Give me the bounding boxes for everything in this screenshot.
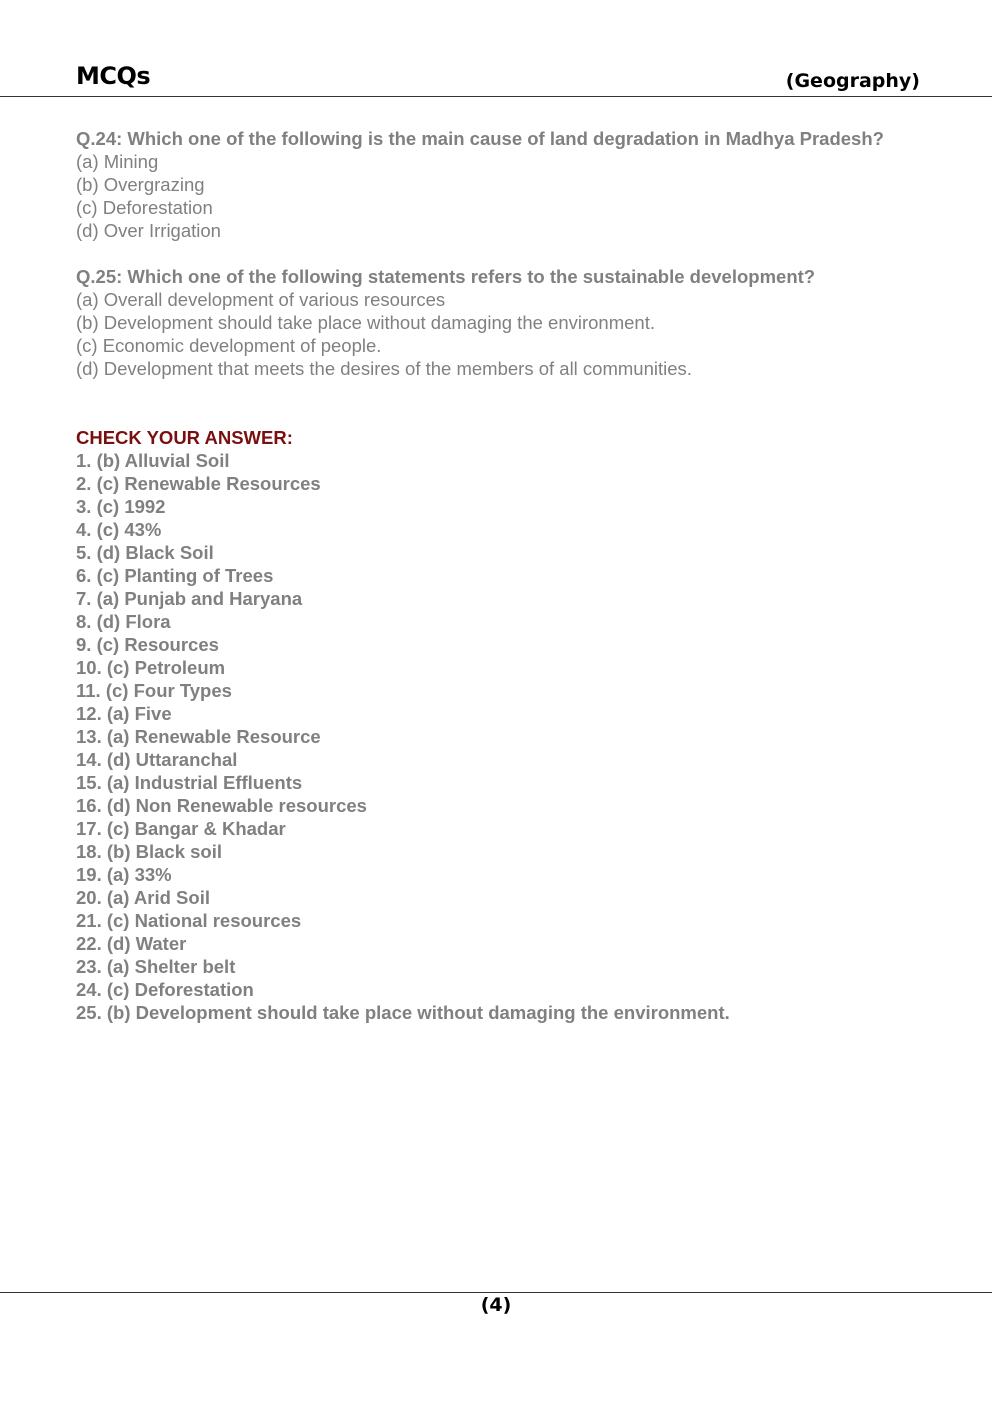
answer-item: 7. (a) Punjab and Haryana [76,588,303,609]
answer-item: 21. (c) National resources [76,910,302,931]
question-option: (a) Overall development of various resources [76,289,446,310]
answer-item: 16. (d) Non Renewable resources [76,795,367,816]
question-option: (c) Economic development of people. [76,335,382,356]
answer-item: 11. (c) Four Types [76,680,232,701]
answer-item: 14. (d) Uttaranchal [76,749,238,770]
answer-item: 13. (a) Renewable Resource [76,726,321,747]
answer-list [76,449,936,1024]
footer-divider [0,1292,992,1293]
answer-item: 9. (c) Resources [76,634,219,655]
answer-item: 17. (c) Bangar & Khadar [76,818,286,839]
answer-item: 15. (a) Industrial Effluents [76,772,303,793]
answer-item: 5. (d) Black Soil [76,542,214,563]
question-text: Q.25: Which one of the following statements refers to the sustainable development? [76,266,816,287]
question-option: (d) Development that meets the desires of the members of all communities. [76,358,692,379]
answer-item: 6. (c) Planting of Trees [76,565,274,586]
answer-item: 19. (a) 33% [76,864,172,885]
question-option: (c) Deforestation [76,197,213,218]
page-title: MCQs [76,62,151,90]
answer-item: 24. (c) Deforestation [76,979,254,1000]
page-content [76,127,936,1024]
answer-item: 3. (c) 1992 [76,496,166,517]
answer-item: 12. (a) Five [76,703,172,724]
question-option: (b) Overgrazing [76,174,205,195]
answer-item: 20. (a) Arid Soil [76,887,210,908]
page-number: (4) [480,1294,512,1316]
answer-item: 8. (d) Flora [76,611,171,632]
question-option: (b) Development should take place without damaging the environment. [76,312,655,333]
answer-item: 4. (c) 43% [76,519,162,540]
question-text: Q.24: Which one of the following is the main cause of land degradation in Madhya Pradesh? [76,128,884,149]
answer-item: 18. (b) Black soil [76,841,222,862]
answer-item: 10. (c) Petroleum [76,657,226,678]
question-25 [76,265,936,380]
answer-item: 1. (b) Alluvial Soil [76,450,230,471]
question-option: (a) Mining [76,151,159,172]
answer-item: 2. (c) Renewable Resources [76,473,321,494]
answer-item: 22. (d) Water [76,933,187,954]
answer-item: 23. (a) Shelter belt [76,956,236,977]
answer-item: 25. (b) Development should take place without damaging the environment. [76,1002,730,1023]
subject-label: (Geography) [785,70,920,92]
question-24 [76,127,936,242]
header-divider [0,96,992,97]
answers-heading: CHECK YOUR ANSWER: [76,427,293,448]
question-option: (d) Over Irrigation [76,220,221,241]
